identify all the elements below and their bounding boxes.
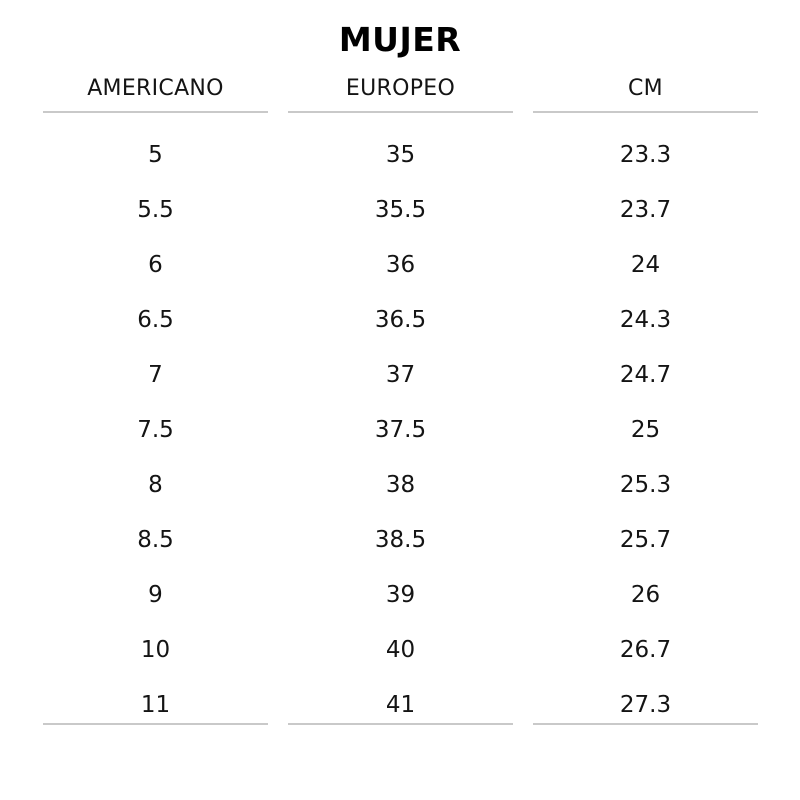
table-cell: 39 xyxy=(385,582,416,609)
table-cell: 27.3 xyxy=(619,692,672,719)
table-cell: 38.5 xyxy=(374,527,427,554)
table-cell: 10 xyxy=(140,637,171,664)
table-cell: 24.3 xyxy=(619,307,672,334)
column-cells xyxy=(43,113,268,733)
column-cells xyxy=(288,113,513,733)
table-cell: 25 xyxy=(630,417,661,444)
table-column xyxy=(533,75,758,725)
table-cell: 23.3 xyxy=(619,142,672,169)
table-cell: 41 xyxy=(385,692,416,719)
table-cell: 26 xyxy=(630,582,661,609)
table-cell: 6.5 xyxy=(137,307,174,334)
table-cell: 24.7 xyxy=(619,362,672,389)
table-cell: 9 xyxy=(148,582,163,609)
column-bottom-rule xyxy=(288,723,513,725)
table-cell: 26.7 xyxy=(619,637,672,664)
table-cell: 7.5 xyxy=(137,417,174,444)
table-cell: 11 xyxy=(140,692,171,719)
column-header: CM xyxy=(533,78,758,113)
table-column xyxy=(43,75,268,725)
table-cell: 5 xyxy=(148,142,163,169)
table-cell: 25.3 xyxy=(619,472,672,499)
table-cell: 7 xyxy=(148,362,163,389)
table-cell: 37.5 xyxy=(374,417,427,444)
table-cell: 36 xyxy=(385,252,416,279)
table-cell: 36.5 xyxy=(374,307,427,334)
column-bottom-rule xyxy=(43,723,268,725)
table-cell: 8 xyxy=(148,472,163,499)
column-header: EUROPEO xyxy=(288,78,513,113)
table-cell: 8.5 xyxy=(137,527,174,554)
table-cell: 5.5 xyxy=(137,197,174,224)
table-column xyxy=(288,75,513,725)
column-bottom-rule xyxy=(533,723,758,725)
table-cell: 35.5 xyxy=(374,197,427,224)
column-cells xyxy=(533,113,758,733)
table-cell: 6 xyxy=(148,252,163,279)
column-header: AMERICANO xyxy=(43,78,268,113)
size-conversion-table xyxy=(0,75,800,725)
table-cell: 23.7 xyxy=(619,197,672,224)
table-cell: 40 xyxy=(385,637,416,664)
table-cell: 24 xyxy=(630,252,661,279)
page-title: MUJER xyxy=(338,20,462,59)
table-cell: 38 xyxy=(385,472,416,499)
table-cell: 25.7 xyxy=(619,527,672,554)
table-cell: 37 xyxy=(385,362,416,389)
table-cell: 35 xyxy=(385,142,416,169)
